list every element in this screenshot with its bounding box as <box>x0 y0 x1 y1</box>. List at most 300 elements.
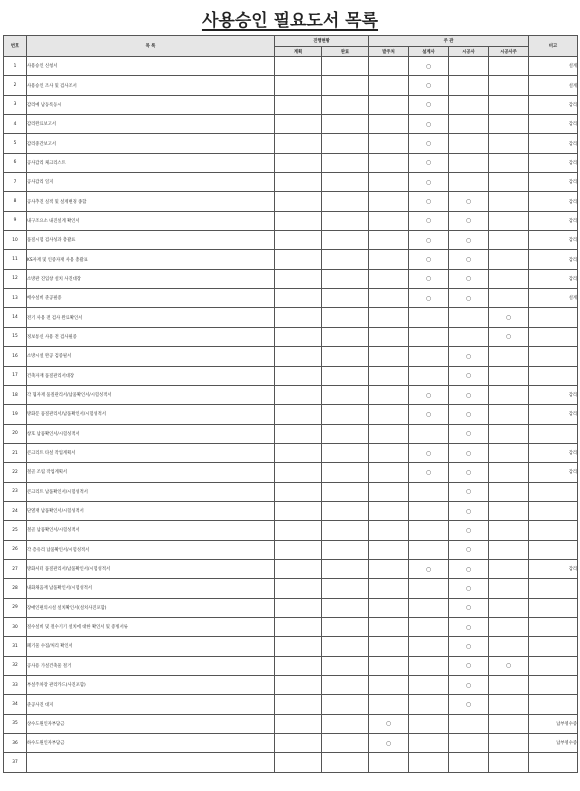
owner-cell <box>369 617 409 636</box>
builder-cell <box>449 57 489 76</box>
plan-cell <box>275 734 322 753</box>
owner-cell <box>369 95 409 114</box>
sub-cell <box>489 598 529 617</box>
row-item: 부설주차장 관리카드(사진포함) <box>27 676 275 695</box>
row-item: 전기 사용 전 검사 완료확인서 <box>27 308 275 327</box>
row-note: 감리 <box>529 250 578 269</box>
sub-cell <box>489 637 529 656</box>
row-number: 32 <box>4 656 27 675</box>
row-number: 18 <box>4 385 27 404</box>
done-cell <box>322 57 369 76</box>
builder-cell: ○ <box>449 289 489 308</box>
plan-cell <box>275 347 322 366</box>
plan-cell <box>275 289 322 308</box>
row-note <box>529 482 578 501</box>
builder-cell: ○ <box>449 463 489 482</box>
row-item: 정보통신 사용 전 검사필증 <box>27 327 275 346</box>
sub-cell <box>489 734 529 753</box>
plan-cell <box>275 327 322 346</box>
row-item: 건축자재 품질관리서대장 <box>27 366 275 385</box>
table-row <box>4 115 578 134</box>
plan-cell <box>275 676 322 695</box>
row-number: 11 <box>4 250 27 269</box>
done-cell <box>322 385 369 404</box>
done-cell <box>322 559 369 578</box>
builder-cell: ○ <box>449 676 489 695</box>
done-cell <box>322 405 369 424</box>
row-note <box>529 521 578 540</box>
row-number: 14 <box>4 308 27 327</box>
row-item: 소방시설 완공 검증필서 <box>27 347 275 366</box>
row-note: 감리 <box>529 153 578 172</box>
header-designer: 설계사 <box>409 47 449 57</box>
table-row <box>4 695 578 714</box>
row-item: 철골 조립 작업계획서 <box>27 463 275 482</box>
owner-cell <box>369 424 409 443</box>
owner-cell <box>369 695 409 714</box>
builder-cell <box>449 153 489 172</box>
designer-cell <box>409 695 449 714</box>
row-item: 콘크리트 타설 작업계획서 <box>27 443 275 462</box>
builder-cell <box>449 95 489 114</box>
row-item: 내화채움재 납품확인서/시험성적서 <box>27 579 275 598</box>
row-note <box>529 598 578 617</box>
owner-cell <box>369 598 409 617</box>
row-item: 감리예 남동록동시 <box>27 95 275 114</box>
row-item: 공사감리 체크리스트 <box>27 153 275 172</box>
designer-cell: ○ <box>409 192 449 211</box>
sub-cell <box>489 289 529 308</box>
table-row <box>4 598 578 617</box>
sub-cell <box>489 617 529 636</box>
done-cell <box>322 250 369 269</box>
row-number: 1 <box>4 57 27 76</box>
builder-cell: ○ <box>449 405 489 424</box>
builder-cell <box>449 76 489 95</box>
table-row <box>4 366 578 385</box>
done-cell <box>322 192 369 211</box>
table-row <box>4 250 578 269</box>
sub-cell <box>489 579 529 598</box>
done-cell <box>322 482 369 501</box>
row-note: 납부영수증 <box>529 734 578 753</box>
row-item: 각 협자재 품질관리서/납품확인서/시험성적서 <box>27 385 275 404</box>
row-number: 23 <box>4 482 27 501</box>
table-row <box>4 559 578 578</box>
row-number: 37 <box>4 753 27 772</box>
done-cell <box>322 366 369 385</box>
owner-cell <box>369 482 409 501</box>
owner-cell <box>369 559 409 578</box>
builder-cell: ○ <box>449 521 489 540</box>
designer-cell <box>409 637 449 656</box>
row-note <box>529 695 578 714</box>
owner-cell <box>369 753 409 772</box>
builder-cell: ○ <box>449 231 489 250</box>
sub-cell: ○ <box>489 327 529 346</box>
done-cell <box>322 308 369 327</box>
plan-cell <box>275 656 322 675</box>
designer-cell <box>409 598 449 617</box>
designer-cell: ○ <box>409 57 449 76</box>
owner-cell <box>369 443 409 462</box>
designer-cell: ○ <box>409 115 449 134</box>
designer-cell <box>409 579 449 598</box>
table-row <box>4 753 578 772</box>
plan-cell <box>275 540 322 559</box>
done-cell <box>322 443 369 462</box>
owner-cell <box>369 250 409 269</box>
builder-cell <box>449 753 489 772</box>
row-note: 감리 <box>529 231 578 250</box>
done-cell <box>322 153 369 172</box>
row-item: 폐기물 수집/처리 확인서 <box>27 637 275 656</box>
plan-cell <box>275 231 322 250</box>
row-item: 품질시험 검사성과 총괄표 <box>27 231 275 250</box>
owner-cell <box>369 405 409 424</box>
table-row <box>4 521 578 540</box>
table-row <box>4 327 578 346</box>
row-note: 감리 <box>529 95 578 114</box>
row-note: 감리 <box>529 134 578 153</box>
owner-cell <box>369 579 409 598</box>
plan-cell <box>275 579 322 598</box>
sub-cell <box>489 115 529 134</box>
builder-cell <box>449 308 489 327</box>
owner-cell <box>369 676 409 695</box>
row-note: 설계 <box>529 76 578 95</box>
plan-cell <box>275 521 322 540</box>
sub-cell <box>489 192 529 211</box>
row-number: 9 <box>4 211 27 230</box>
builder-cell <box>449 327 489 346</box>
row-number: 8 <box>4 192 27 211</box>
row-note: 감리 <box>529 385 578 404</box>
builder-cell: ○ <box>449 637 489 656</box>
plan-cell <box>275 269 322 288</box>
designer-cell: ○ <box>409 173 449 192</box>
sub-cell <box>489 57 529 76</box>
plan-cell <box>275 192 322 211</box>
row-number: 13 <box>4 289 27 308</box>
row-note <box>529 540 578 559</box>
designer-cell <box>409 734 449 753</box>
row-item: 하수도원인자부담금 <box>27 734 275 753</box>
row-number: 21 <box>4 443 27 462</box>
table-row <box>4 637 578 656</box>
owner-cell <box>369 521 409 540</box>
owner-cell <box>369 211 409 230</box>
sub-cell <box>489 385 529 404</box>
owner-cell <box>369 366 409 385</box>
builder-cell: ○ <box>449 347 489 366</box>
owner-cell <box>369 115 409 134</box>
plan-cell <box>275 753 322 772</box>
row-note: 감리 <box>529 405 578 424</box>
builder-cell: ○ <box>449 695 489 714</box>
row-number: 27 <box>4 559 27 578</box>
table-row <box>4 134 578 153</box>
builder-cell: ○ <box>449 501 489 520</box>
designer-cell: ○ <box>409 134 449 153</box>
owner-cell <box>369 656 409 675</box>
row-note <box>529 501 578 520</box>
row-number: 6 <box>4 153 27 172</box>
header-owner: 발주처 <box>369 47 409 57</box>
row-item: 상수도원인자부담금 <box>27 714 275 733</box>
row-number: 4 <box>4 115 27 134</box>
document-title: 사용승인 필요도서 목록 <box>201 11 379 31</box>
sub-cell: ○ <box>489 656 529 675</box>
row-number: 16 <box>4 347 27 366</box>
table-row <box>4 192 578 211</box>
sub-cell <box>489 559 529 578</box>
sub-cell <box>489 501 529 520</box>
document-table <box>3 35 578 773</box>
row-number: 2 <box>4 76 27 95</box>
done-cell <box>322 598 369 617</box>
owner-cell <box>369 134 409 153</box>
row-item: 사용승인 신청서 <box>27 57 275 76</box>
done-cell <box>322 714 369 733</box>
designer-cell: ○ <box>409 385 449 404</box>
row-number: 15 <box>4 327 27 346</box>
builder-cell: ○ <box>449 211 489 230</box>
builder-cell <box>449 115 489 134</box>
row-number: 12 <box>4 269 27 288</box>
done-cell <box>322 76 369 95</box>
row-note <box>529 347 578 366</box>
row-note: 감리 <box>529 463 578 482</box>
builder-cell <box>449 734 489 753</box>
row-note <box>529 579 578 598</box>
table-row <box>4 540 578 559</box>
table-row <box>4 289 578 308</box>
sub-cell <box>489 540 529 559</box>
builder-cell <box>449 173 489 192</box>
builder-cell: ○ <box>449 385 489 404</box>
table-row <box>4 269 578 288</box>
plan-cell <box>275 424 322 443</box>
row-note <box>529 366 578 385</box>
row-item: 배수설비 준공필증 <box>27 289 275 308</box>
plan-cell <box>275 637 322 656</box>
builder-cell: ○ <box>449 559 489 578</box>
sub-cell <box>489 443 529 462</box>
table-row <box>4 95 578 114</box>
row-note: 감리 <box>529 173 578 192</box>
header-note: 비고 <box>529 36 578 57</box>
owner-cell <box>369 231 409 250</box>
table-row <box>4 76 578 95</box>
row-number: 30 <box>4 617 27 636</box>
done-cell <box>322 347 369 366</box>
plan-cell <box>275 559 322 578</box>
plan-cell <box>275 482 322 501</box>
designer-cell <box>409 714 449 733</box>
row-number: 36 <box>4 734 27 753</box>
row-number: 29 <box>4 598 27 617</box>
done-cell <box>322 173 369 192</box>
builder-cell: ○ <box>449 269 489 288</box>
done-cell <box>322 637 369 656</box>
sub-cell <box>489 482 529 501</box>
plan-cell <box>275 308 322 327</box>
row-note <box>529 637 578 656</box>
builder-cell: ○ <box>449 540 489 559</box>
done-cell <box>322 734 369 753</box>
sub-cell <box>489 366 529 385</box>
done-cell <box>322 676 369 695</box>
plan-cell <box>275 57 322 76</box>
sub-cell <box>489 695 529 714</box>
table-row <box>4 424 578 443</box>
builder-cell <box>449 134 489 153</box>
owner-cell <box>369 385 409 404</box>
plan-cell <box>275 250 322 269</box>
row-item: 콘크리트 납품확인서/시험성적서 <box>27 482 275 501</box>
row-note: 감리 <box>529 443 578 462</box>
row-item: 방화셔터 품질관리서/납품확인서/시험성적서 <box>27 559 275 578</box>
row-number: 33 <box>4 676 27 695</box>
done-cell <box>322 289 369 308</box>
table-row <box>4 211 578 230</box>
done-cell <box>322 211 369 230</box>
done-cell <box>322 656 369 675</box>
row-item: 단열재 납품확인서/시험성적서 <box>27 501 275 520</box>
table-row <box>4 308 578 327</box>
builder-cell: ○ <box>449 579 489 598</box>
done-cell <box>322 695 369 714</box>
owner-cell <box>369 57 409 76</box>
row-number: 31 <box>4 637 27 656</box>
table-row <box>4 347 578 366</box>
designer-cell <box>409 482 449 501</box>
designer-cell: ○ <box>409 463 449 482</box>
row-note <box>529 617 578 636</box>
designer-cell: ○ <box>409 153 449 172</box>
row-item: 내구조요소 내진설계 확인서 <box>27 211 275 230</box>
row-number: 28 <box>4 579 27 598</box>
row-number: 25 <box>4 521 27 540</box>
designer-cell <box>409 424 449 443</box>
row-note <box>529 656 578 675</box>
designer-cell <box>409 501 449 520</box>
sub-cell <box>489 753 529 772</box>
plan-cell <box>275 211 322 230</box>
row-item: 사용승인 조사 및 검사조서 <box>27 76 275 95</box>
table-row <box>4 482 578 501</box>
plan-cell <box>275 366 322 385</box>
table-row <box>4 617 578 636</box>
plan-cell <box>275 695 322 714</box>
sub-cell <box>489 231 529 250</box>
done-cell <box>322 95 369 114</box>
row-note <box>529 676 578 695</box>
row-note: 납부영수증 <box>529 714 578 733</box>
row-item: 준공사진 대지 <box>27 695 275 714</box>
row-item: 철골 납품확인서/시험성적서 <box>27 521 275 540</box>
row-item <box>27 753 275 772</box>
done-cell <box>322 540 369 559</box>
row-note <box>529 753 578 772</box>
plan-cell <box>275 501 322 520</box>
done-cell <box>322 115 369 134</box>
designer-cell <box>409 676 449 695</box>
row-item: 절수설비 및 절수기기 설치에 대한 확인서 및 증빙서류 <box>27 617 275 636</box>
owner-cell <box>369 153 409 172</box>
row-note <box>529 308 578 327</box>
designer-cell <box>409 347 449 366</box>
row-item: KS자재 및 인증자재 사용 총괄표 <box>27 250 275 269</box>
builder-cell: ○ <box>449 656 489 675</box>
plan-cell <box>275 115 322 134</box>
builder-cell: ○ <box>449 366 489 385</box>
header-subject: 주 관 <box>369 36 529 47</box>
header-sub: 시공사주 <box>489 47 529 57</box>
done-cell <box>322 753 369 772</box>
owner-cell <box>369 463 409 482</box>
table-row <box>4 405 578 424</box>
sub-cell <box>489 95 529 114</box>
owner-cell <box>369 289 409 308</box>
owner-cell <box>369 308 409 327</box>
sub-cell <box>489 463 529 482</box>
row-item: 창호 납품확인서/시험성적서 <box>27 424 275 443</box>
designer-cell: ○ <box>409 269 449 288</box>
designer-cell: ○ <box>409 250 449 269</box>
table-row <box>4 153 578 172</box>
plan-cell <box>275 134 322 153</box>
row-item: 공사용 가설건축물 철거 <box>27 656 275 675</box>
row-item: 공사감리 일지 <box>27 173 275 192</box>
header-plan: 계획 <box>275 47 322 57</box>
row-note: 감리 <box>529 269 578 288</box>
owner-cell <box>369 347 409 366</box>
row-number: 5 <box>4 134 27 153</box>
row-number: 22 <box>4 463 27 482</box>
row-note <box>529 424 578 443</box>
done-cell <box>322 501 369 520</box>
row-note: 감리 <box>529 115 578 134</box>
designer-cell: ○ <box>409 289 449 308</box>
builder-cell: ○ <box>449 250 489 269</box>
owner-cell: ○ <box>369 734 409 753</box>
done-cell <box>322 579 369 598</box>
owner-cell <box>369 501 409 520</box>
done-cell <box>322 521 369 540</box>
designer-cell <box>409 366 449 385</box>
plan-cell <box>275 405 322 424</box>
header-done: 완료 <box>322 47 369 57</box>
owner-cell <box>369 540 409 559</box>
row-note: 감리 <box>529 559 578 578</box>
designer-cell <box>409 617 449 636</box>
table-row <box>4 714 578 733</box>
table-row <box>4 173 578 192</box>
designer-cell <box>409 656 449 675</box>
builder-cell <box>449 714 489 733</box>
sub-cell <box>489 269 529 288</box>
row-number: 35 <box>4 714 27 733</box>
sub-cell <box>489 424 529 443</box>
header-status: 진행현황 <box>275 36 369 47</box>
row-number: 10 <box>4 231 27 250</box>
table-row <box>4 656 578 675</box>
plan-cell <box>275 463 322 482</box>
owner-cell <box>369 192 409 211</box>
designer-cell: ○ <box>409 231 449 250</box>
